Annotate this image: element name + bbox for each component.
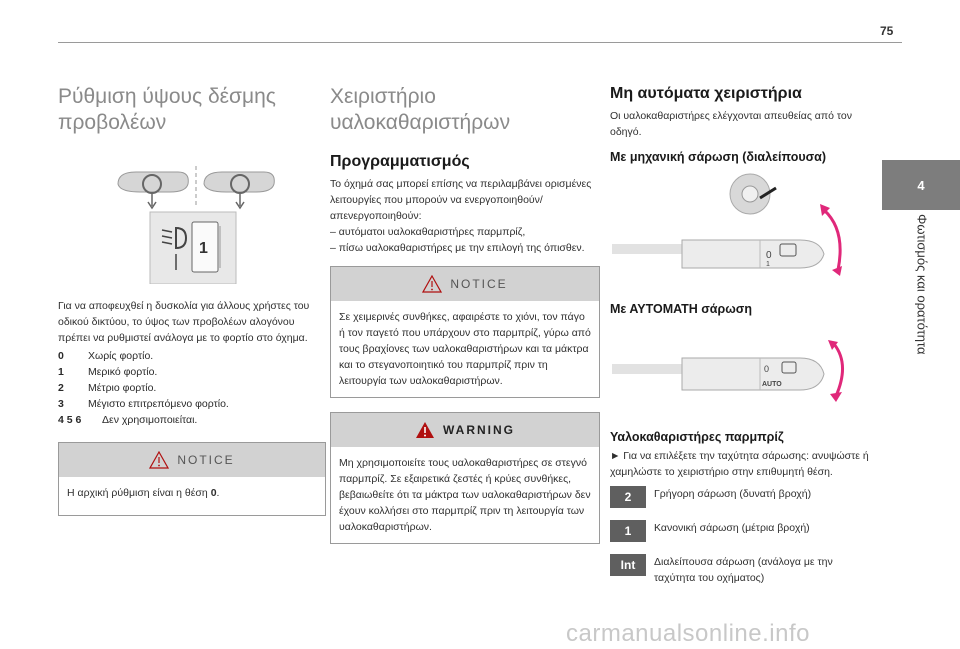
notice-header: [59, 443, 325, 477]
svg-text:0: 0: [766, 250, 772, 261]
headlamp-adjust-illustration: [58, 164, 326, 284]
manual-controls-column: [610, 84, 872, 586]
chapter-tab[interactable]: 4: [882, 160, 960, 210]
notice-bold-value: 0: [210, 487, 217, 499]
speed-row-intermittent: [610, 554, 872, 586]
load-position-list: [58, 348, 326, 428]
headlamp-title-line1: Ρύθμιση ύψους δέσμης: [58, 85, 276, 108]
speed-row-fast: [610, 486, 872, 508]
notice-triangle-icon: [422, 275, 442, 293]
list-item: [58, 348, 326, 364]
steering-wheel-icon: [730, 174, 776, 214]
up-down-arrow-icon: [828, 340, 843, 402]
notice-title: NOTICE: [450, 277, 508, 291]
programming-heading: Προγραμματισμός: [330, 153, 470, 170]
warning-header: [331, 413, 599, 447]
list-item-key: 2: [58, 382, 64, 394]
headlamp-title-line2: προβολέων: [58, 111, 167, 134]
speed-badge-2: 2: [610, 486, 646, 508]
wiper-control-column: [330, 84, 600, 544]
speed-text-normal: Κανονική σάρωση (μέτρια βροχή): [654, 522, 810, 534]
programming-text: Το όχημά σας μπορεί επίσης να περιλαμβάνει ορισμένες λειτουργίες που μπορούν να ενεργοποιηθούν/ απενεργοποιηθούν:: [330, 178, 592, 222]
steering-wheel-right-icon: [204, 172, 274, 208]
intermittent-sweep-heading: Με μηχανική σάρωση (διαλείπουσα): [610, 150, 827, 164]
warning-box: [330, 412, 600, 544]
notice-text: Η αρχική ρύθμιση είναι η θέση: [67, 487, 208, 499]
speed-badge-int: Int: [610, 554, 646, 576]
notice-box-headlamp: [58, 442, 326, 516]
notice-box-winter: [330, 266, 600, 398]
auto-position-label: AUTO: [762, 381, 782, 388]
notice-triangle-icon: [149, 451, 169, 469]
chapter-label: [912, 214, 932, 384]
wiper-stalk-illustration-auto: [610, 324, 872, 408]
programming-bullet-1: – αυτόματοι υαλοκαθαριστήρες παρμπρίζ,: [330, 226, 526, 238]
warning-triangle-icon: [415, 421, 435, 439]
notice-body: Σε χειμερινές συνθήκες, αφαιρέστε το χιόνι, τον πάγο ή τον παγετό που υπάρχουν στο παρμπρίζ, γύρω από τους βραχίονες των υαλοκαθαριστήρων και τα μάκτρα και το στεγανοποιητικό του παρμπρίζ πριν τη λειτουργία των υαλοκαθαριστήρων.: [339, 311, 591, 387]
svg-text:1: 1: [766, 261, 770, 268]
wiper-stalk-illustration-manual: [610, 170, 872, 294]
wiper-title-line2: υαλοκαθαριστήρων: [330, 111, 511, 134]
svg-text:0: 0: [764, 364, 770, 374]
speed-text-fast: Γρήγορη σάρωση (δυνατή βροχή): [654, 488, 812, 500]
notice-header: [331, 267, 599, 301]
wiper-stalk[interactable]: [682, 240, 824, 268]
list-item-text: Δεν χρησιμοποιείται.: [102, 414, 198, 426]
list-item: [58, 396, 326, 412]
list-item-key: 0: [58, 350, 64, 362]
wiper-title-line1: Χειριστήριο: [330, 85, 436, 108]
chapter-label-text: Φωτισμός και ορατότητα: [914, 214, 930, 355]
manual-controls-intro: Οι υαλοκαθαριστήρες ελέγχονται απευθείας από τον οδηγό.: [610, 110, 852, 138]
up-down-arrow-icon: [820, 204, 842, 276]
notice-end: .: [216, 487, 220, 499]
warning-body: Μη χρησιμοποιείτε τους υαλοκαθαριστήρες σε στεγνό παρμπρίζ. Σε εξαιρετικά ζεστές ή κρύες συνθήκες, βεβαιωθείτε ότι τα μάκτρα των υαλοκαθαριστήρων δεν έχουν κολλήσει στο παρμπρίζ πριν τη λειτουργία των υαλοκαθαριστήρων.: [339, 457, 591, 533]
list-item-key: 3: [58, 398, 64, 410]
list-item-key: 1: [58, 366, 64, 378]
list-item-key: 4 5 6: [58, 414, 82, 426]
warning-title: WARNING: [443, 423, 515, 437]
wiper-stalk[interactable]: [682, 358, 824, 390]
list-item: [58, 364, 326, 380]
list-item: [58, 412, 326, 428]
notice-body: [59, 477, 325, 515]
list-item-text: Μέγιστο επιτρεπόμενο φορτίο.: [88, 398, 229, 410]
speed-instruction: ► Για να επιλέξετε την ταχύτητα σάρωσης: ανυψώστε ή χαμηλώστε το χειριστήριο στην επιθυμητή θέση.: [610, 450, 869, 478]
speed-badge-1: 1: [610, 520, 646, 542]
auto-sweep-heading: Με ΑΥΤΟΜΑΤΗ σάρωση: [610, 302, 752, 316]
programming-bullet-2: – πίσω υαλοκαθαριστήρες με την επιλογή της όπισθεν.: [330, 242, 585, 254]
windscreen-wipers-heading: Υαλοκαθαριστήρες παρμπρίζ: [610, 430, 784, 444]
list-item-text: Μερικό φορτίο.: [88, 366, 158, 378]
list-item-text: Χωρίς φορτίο.: [88, 350, 154, 362]
steering-wheel-left-icon: [118, 172, 188, 208]
page-number: 75: [880, 24, 894, 38]
headlamp-adjustment-column: [58, 84, 326, 516]
notice-title: NOTICE: [177, 453, 235, 467]
watermark-text: carmanualsonline.info: [566, 620, 810, 647]
manual-controls-heading: Μη αυτόματα χειριστήρια: [610, 85, 802, 102]
headlamp-intro-text: Για να αποφευχθεί η δυσκολία για άλλους χρήστες του οδικού δικτύου, το ύψος των προβολέων αλογόνου πρέπει να ρυθμιστεί ανάλογα με το φορτίο στο όχημα.: [58, 300, 310, 344]
header-rule: [58, 42, 902, 43]
list-item-text: Μέτριο φορτίο.: [88, 382, 157, 394]
speed-row-normal: [610, 520, 872, 542]
speed-text-intermittent: Διαλείπουσα σάρωση (ανάλογα με την ταχύτητα του οχήματος): [654, 556, 833, 584]
list-item: [58, 380, 326, 396]
dial-position-label: 1: [199, 240, 208, 257]
